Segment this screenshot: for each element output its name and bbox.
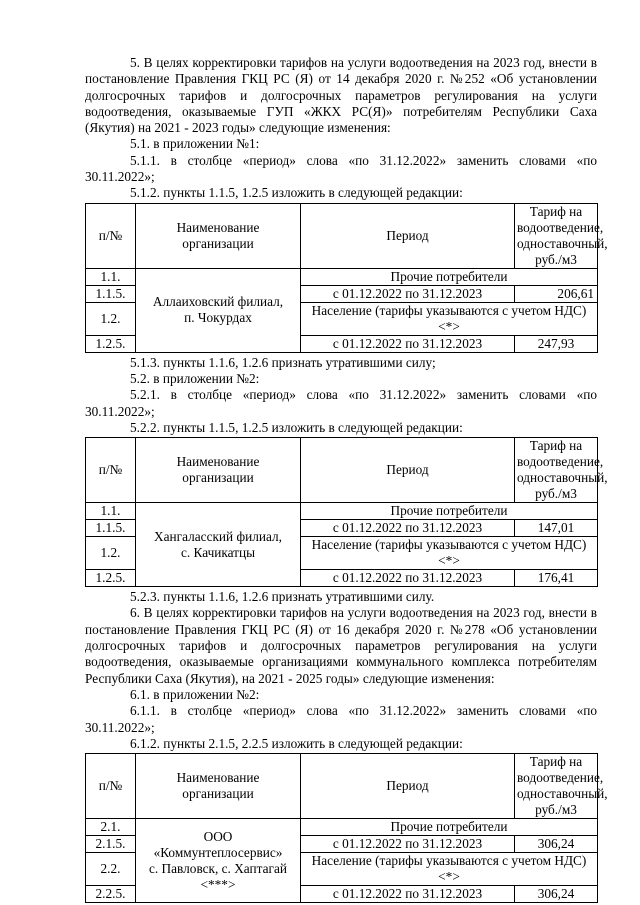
org-name: Аллаиховский филиал, п. Чокурдах xyxy=(136,268,301,352)
para-5-1-2: 5.1.2. пункты 1.1.5, 1.2.5 изложить в следующей редакции: xyxy=(130,185,463,201)
section5-intro: 5. В целях корректировки тарифов на услуги водоотведения на 2023 год, внести в постановление Правления ГКЦ РС (Я) от 14 декабря 2020 г. №252 «Об установлении долгосрочных тарифов и долгосрочных параметров регулирования на услуги водоотведения, оказываемые ГУП «ЖКХ РС(Я)» потребителям Республики Саха (Якутия) на 2021 - 2023 годы» следующие изменения: xyxy=(85,55,597,136)
row-price: 247,93 xyxy=(515,335,598,352)
row-price: 306,24 xyxy=(515,836,598,853)
row-num: 1.2.5. xyxy=(86,335,136,352)
row-category: Прочие потребители xyxy=(301,819,598,836)
row-period: с 01.12.2022 по 31.12.2023 xyxy=(301,836,515,853)
row-num: 1.2.5. xyxy=(86,570,136,587)
table-header-row xyxy=(86,754,598,819)
header-price: Тариф на водоотведение, одноставочный, руб./м3 xyxy=(515,203,598,268)
header-price: Тариф на водоотведение, одноставочный, руб./м3 xyxy=(515,754,598,819)
tariff-table-3 xyxy=(85,753,608,903)
row-num: 2.2.5. xyxy=(86,886,136,903)
header-org: Наименование организации xyxy=(136,438,301,503)
row-num: 1.2. xyxy=(86,302,136,335)
para-5-1: 5.1. в приложении №1: xyxy=(130,136,260,152)
header-period: Период xyxy=(301,438,515,503)
row-category: Население (тарифы указываются с учетом НДС) <*> xyxy=(301,537,598,570)
row-category: Население (тарифы указываются с учетом НДС) <*> xyxy=(301,853,598,886)
tariff-table-1 xyxy=(85,203,608,353)
row-num: 2.2. xyxy=(86,853,136,886)
row-period: с 01.12.2022 по 31.12.2023 xyxy=(301,520,515,537)
section6-intro: 6. В целях корректировки тарифов на услуги водоотведения на 2023 год, внести в постановление Правления ГКЦ РС (Я) от 16 декабря 2020 г. №278 «Об установлении долгосрочных тарифов и долгосрочных параметров регулирования на услуги водоотведения, оказываемые организациями коммунального комплекса потребителям Республики Саха (Якутия), на 2021 - 2025 годы» следующие изменения: xyxy=(85,605,597,686)
row-price: 147,01 xyxy=(515,520,598,537)
header-price: Тариф на водоотведение, одноставочный, руб./м3 xyxy=(515,438,598,503)
header-num: п/№ xyxy=(86,438,136,503)
tariff-table-2 xyxy=(85,437,608,587)
row-category: Население (тарифы указываются с учетом НДС) <*> xyxy=(301,302,598,335)
para-6-1-2: 6.1.2. пункты 2.1.5, 2.2.5 изложить в следующей редакции: xyxy=(130,735,463,751)
para-5-1-1: 5.1.1. в столбце «период» слова «по 31.12.2022» заменить словами «по 30.11.2022»; xyxy=(85,152,597,185)
table-row xyxy=(86,819,598,836)
header-org: Наименование организации xyxy=(136,754,301,819)
row-period: с 01.12.2022 по 31.12.2023 xyxy=(301,335,515,352)
table-header-row xyxy=(86,438,598,503)
row-period: с 01.12.2022 по 31.12.2023 xyxy=(301,570,515,587)
row-price: 206,61 xyxy=(515,285,598,302)
para-5-2-3: 5.2.3. пункты 1.1.6, 1.2.6 признать утратившими силу. xyxy=(130,589,435,605)
row-price: 176,41 xyxy=(515,570,598,587)
header-org: Наименование организации xyxy=(136,203,301,268)
table-row xyxy=(86,503,598,520)
row-period: с 01.12.2022 по 31.12.2023 xyxy=(301,886,515,903)
row-num: 1.2. xyxy=(86,537,136,570)
row-category: Прочие потребители xyxy=(301,503,598,520)
para-6-1-1: 6.1.1. в столбце «период» слова «по 31.12.2022» заменить словами «по 30.11.2022»; xyxy=(85,703,597,735)
row-num: 2.1. xyxy=(86,819,136,836)
table-header-row xyxy=(86,203,598,268)
header-period: Период xyxy=(301,203,515,268)
row-price: 306,24 xyxy=(515,886,598,903)
para-5-1-3: 5.1.3. пункты 1.1.6, 1.2.6 признать утратившими силу; xyxy=(130,354,436,370)
row-period: с 01.12.2022 по 31.12.2023 xyxy=(301,285,515,302)
header-num: п/№ xyxy=(86,754,136,819)
para-5-2: 5.2. в приложении №2: xyxy=(130,370,260,386)
row-num: 1.1.5. xyxy=(86,520,136,537)
para-6-1: 6.1. в приложении №2: xyxy=(130,686,260,702)
row-num: 1.1. xyxy=(86,268,136,285)
header-num: п/№ xyxy=(86,203,136,268)
table-row xyxy=(86,268,598,285)
org-name: ООО «Коммунтеплосервис» с. Павловск, с. Хаптагай <***> xyxy=(136,819,301,903)
para-5-2-1: 5.2.1. в столбце «период» слова «по 31.12.2022» заменить словами «по 30.11.2022»; xyxy=(85,387,597,419)
org-name: Хангаласский филиал, с. Качикатцы xyxy=(136,503,301,587)
header-period: Период xyxy=(301,754,515,819)
row-num: 1.1. xyxy=(86,503,136,520)
row-num: 2.1.5. xyxy=(86,836,136,853)
row-category: Прочие потребители xyxy=(301,268,598,285)
document-page xyxy=(85,55,608,905)
para-5-2-2: 5.2.2. пункты 1.1.5, 1.2.5 изложить в следующей редакции: xyxy=(130,419,463,435)
row-num: 1.1.5. xyxy=(86,285,136,302)
